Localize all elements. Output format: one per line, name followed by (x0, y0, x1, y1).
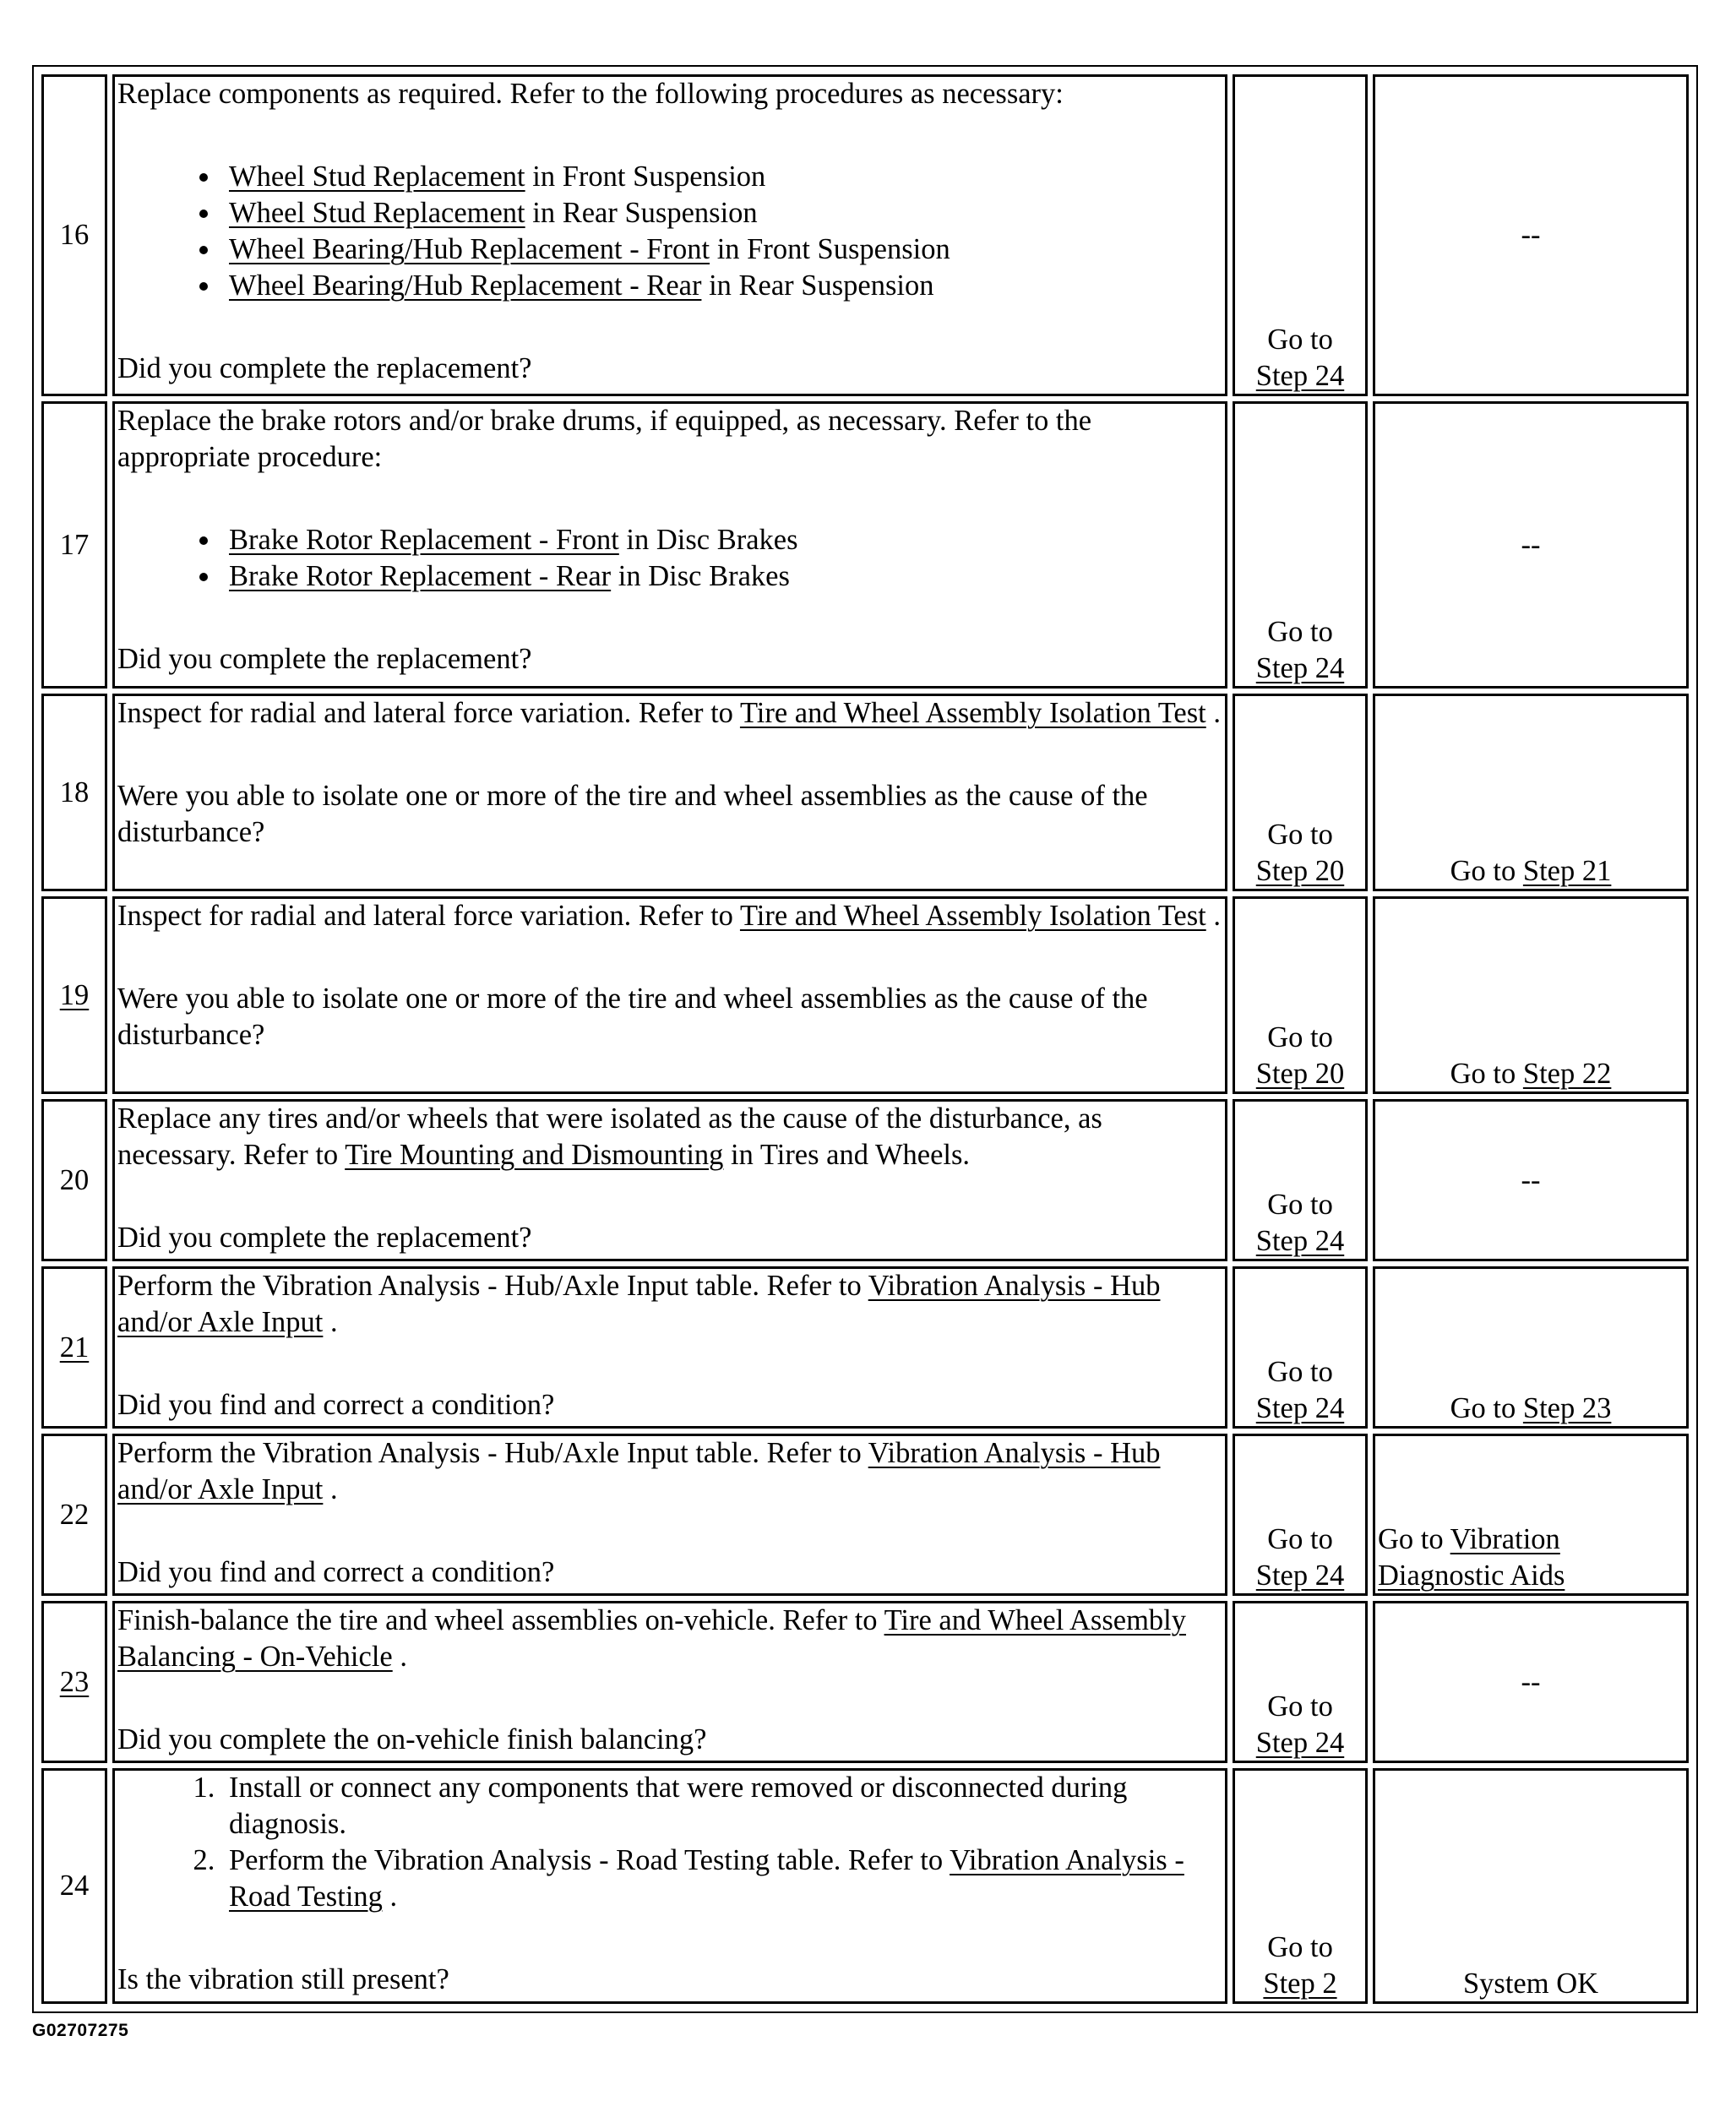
list-item: • Brake Rotor Replacement - Rear in Disc Brakes (222, 558, 1222, 595)
step-number (41, 896, 107, 1094)
action-cell (112, 74, 1227, 396)
yes-cell: Go to Step 20 (1233, 694, 1368, 891)
diagnostic-steps-table (36, 69, 1694, 2009)
action-cell (112, 1099, 1227, 1261)
list-item: • Wheel Stud Replacement in Front Suspension (222, 159, 1222, 195)
procedure-link[interactable]: Tire and Wheel Assembly Balancing - On-Vehicle (117, 1604, 1186, 1673)
step-number (41, 1266, 107, 1429)
procedure-link[interactable]: Brake Rotor Replacement - Front (229, 524, 619, 556)
step-link[interactable]: Step 24 (1255, 1225, 1345, 1257)
step-link[interactable]: Step 20 (1255, 1058, 1345, 1090)
yes-cell: Go to Step 24 (1233, 1601, 1368, 1763)
yes-cell: Go to Step 24 (1233, 74, 1368, 396)
procedure-link[interactable]: Wheel Bearing/Hub Replacement - Rear (229, 269, 702, 302)
action-question: Did you complete the on-vehicle finish balancing? (117, 1723, 707, 1755)
action-intro: Finish-balance the tire and wheel assemblies on-vehicle. Refer to Tire and Wheel Assembly Balancing - On-Vehicle . (117, 1604, 1186, 1673)
action-intro: Perform the Vibration Analysis - Hub/Axle Input table. Refer to Vibration Analysis - Hub and/or Axle Input . (117, 1270, 1161, 1338)
no-cell: Go to Step 21 (1373, 694, 1689, 891)
action-cell (112, 1434, 1227, 1596)
step-number: 17 (41, 401, 107, 689)
table-row (41, 1099, 1689, 1261)
action-intro: Inspect for radial and lateral force variation. Refer to Tire and Wheel Assembly Isolation Test . (117, 900, 1221, 932)
action-intro: Replace components as required. Refer to the following procedures as necessary: (117, 78, 1064, 110)
diagnostic-aids-link[interactable]: Vibration Diagnostic Aids (1378, 1523, 1565, 1592)
action-question: Did you complete the replacement? (117, 1222, 532, 1254)
yes-cell: Go to Step 24 (1233, 1434, 1368, 1596)
step-number-link[interactable]: 23 (59, 1665, 90, 1698)
action-intro: Inspect for radial and lateral force variation. Refer to Tire and Wheel Assembly Isolation Test . (117, 697, 1221, 729)
action-intro: Replace the brake rotors and/or brake drums, if equipped, as necessary. Refer to the appropriate procedure: (117, 405, 1092, 473)
procedure-link[interactable]: Tire and Wheel Assembly Isolation Test (739, 697, 1206, 729)
step-number (41, 1601, 107, 1763)
procedure-list (117, 159, 1222, 304)
action-cell (112, 1266, 1227, 1429)
step-link[interactable]: Step 20 (1255, 855, 1345, 887)
procedure-link[interactable]: Tire Mounting and Dismounting (345, 1139, 724, 1171)
step-number: 24 (41, 1768, 107, 2004)
procedure-link[interactable]: Wheel Stud Replacement (229, 197, 525, 229)
action-question: Did you find and correct a condition? (117, 1556, 555, 1588)
yes-cell: Go to Step 24 (1233, 401, 1368, 689)
procedure-link[interactable]: Brake Rotor Replacement - Rear (229, 560, 612, 592)
action-question: Were you able to isolate one or more of the tire and wheel assemblies as the cause of the disturbance? (117, 983, 1148, 1051)
action-cell (112, 1768, 1227, 2004)
table-row (41, 694, 1689, 891)
no-cell: -- (1373, 401, 1689, 689)
procedure-link[interactable]: Vibration Analysis - Hub and/or Axle Input (117, 1270, 1161, 1338)
table-row (41, 1266, 1689, 1429)
procedure-link[interactable]: Vibration Analysis - Road Testing (229, 1844, 1184, 1913)
procedure-link[interactable]: Wheel Bearing/Hub Replacement - Front (229, 233, 710, 265)
step-number: 18 (41, 694, 107, 891)
no-cell: System OK (1373, 1768, 1689, 2004)
procedure-steps-list (117, 1770, 1222, 1915)
step-link[interactable]: Step 2 (1263, 1968, 1337, 2000)
step-link[interactable]: Step 22 (1522, 1058, 1612, 1090)
procedure-link[interactable]: Tire and Wheel Assembly Isolation Test (739, 900, 1206, 932)
step-link[interactable]: Step 24 (1255, 1392, 1345, 1424)
yes-cell: Go to Step 24 (1233, 1099, 1368, 1261)
procedure-link[interactable]: Wheel Stud Replacement (229, 161, 525, 193)
procedure-link[interactable]: Vibration Analysis - Hub and/or Axle Input (117, 1437, 1161, 1505)
step-number: 22 (41, 1434, 107, 1596)
step-number: 16 (41, 74, 107, 396)
step-link[interactable]: Step 23 (1522, 1392, 1612, 1424)
table-row (41, 896, 1689, 1094)
no-cell: Go to Step 22 (1373, 896, 1689, 1094)
action-question: Did you complete the replacement? (117, 352, 532, 384)
no-cell: -- (1373, 1601, 1689, 1763)
list-item: • Wheel Bearing/Hub Replacement - Rear in Rear Suspension (222, 268, 1222, 304)
step-number: 20 (41, 1099, 107, 1261)
step-link[interactable]: Step 24 (1255, 1560, 1345, 1592)
figure-id: G02707275 (32, 2021, 129, 2040)
table-row (41, 1768, 1689, 2004)
action-cell (112, 694, 1227, 891)
action-cell (112, 1601, 1227, 1763)
list-item: • Brake Rotor Replacement - Front in Disc Brakes (222, 522, 1222, 558)
procedure-list (117, 522, 1222, 595)
action-cell (112, 401, 1227, 689)
list-item: 2. Perform the Vibration Analysis - Road Testing table. Refer to Vibration Analysis - Road Testing . (222, 1843, 1222, 1915)
action-question: Were you able to isolate one or more of the tire and wheel assemblies as the cause of the disturbance? (117, 780, 1148, 848)
yes-cell: Go to Step 20 (1233, 896, 1368, 1094)
step-link[interactable]: Step 24 (1255, 1727, 1345, 1759)
table-row (41, 1601, 1689, 1763)
table-row (41, 1434, 1689, 1596)
no-cell: -- (1373, 74, 1689, 396)
diagnostic-table-frame (32, 65, 1698, 2013)
action-question: Did you complete the replacement? (117, 643, 532, 675)
table-row (41, 401, 1689, 689)
yes-cell: Go to Step 24 (1233, 1266, 1368, 1429)
action-cell (112, 896, 1227, 1094)
no-cell: Go to Step 23 (1373, 1266, 1689, 1429)
list-item: • Wheel Stud Replacement in Rear Suspension (222, 195, 1222, 231)
list-item: 1. Install or connect any components that were removed or disconnected during diagnosis. (222, 1770, 1222, 1843)
action-intro: Replace any tires and/or wheels that were isolated as the cause of the disturbance, as necessary. Refer to Tire Mounting and Dismounting in Tires and Wheels. (117, 1102, 1102, 1171)
list-item: • Wheel Bearing/Hub Replacement - Front in Front Suspension (222, 231, 1222, 268)
action-intro: Perform the Vibration Analysis - Hub/Axle Input table. Refer to Vibration Analysis - Hub and/or Axle Input . (117, 1437, 1161, 1505)
no-cell: -- (1373, 1099, 1689, 1261)
step-number-link[interactable]: 19 (59, 978, 90, 1011)
action-question: Is the vibration still present? (117, 1963, 449, 1995)
step-link[interactable]: Step 24 (1255, 652, 1345, 684)
action-question: Did you find and correct a condition? (117, 1389, 555, 1421)
table-row (41, 74, 1689, 396)
yes-cell: Go to Step 2 (1233, 1768, 1368, 2004)
step-link[interactable]: Step 24 (1255, 360, 1345, 392)
no-cell: Go to Vibration Diagnostic Aids (1373, 1434, 1689, 1596)
step-number-link[interactable]: 21 (59, 1331, 90, 1364)
step-link[interactable]: Step 21 (1522, 855, 1612, 887)
